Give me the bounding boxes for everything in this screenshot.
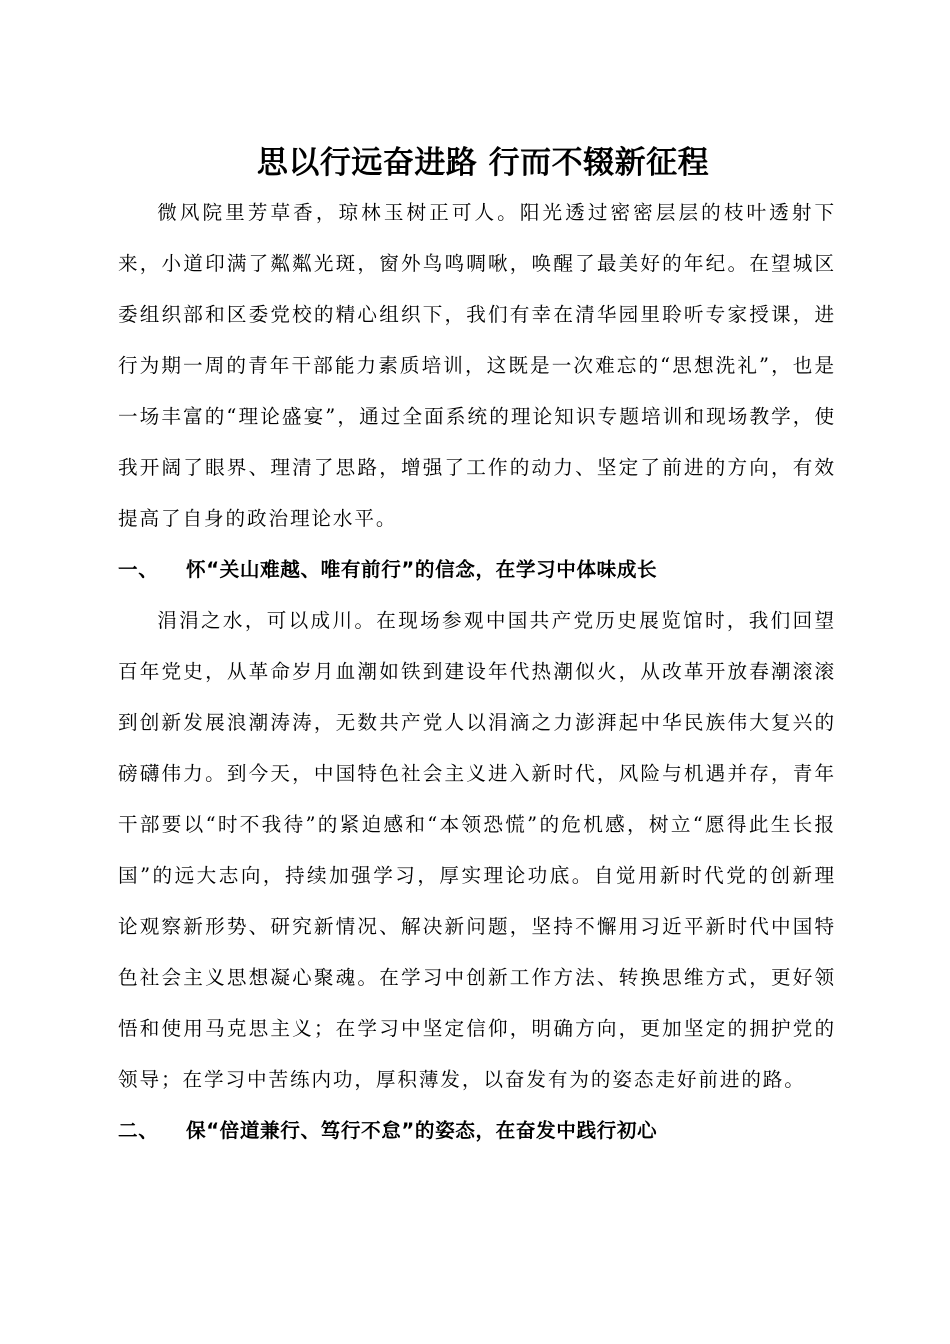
- section-1-heading: [118, 544, 836, 595]
- section-2-heading-text: 保“倍道兼行、笃行不怠”的姿态，在奋发中践行初心: [186, 1119, 658, 1142]
- section-1-paragraph: 涓涓之水，可以成川。在现场参观中国共产党历史展览馆时，我们回望百年党史，从革命岁月血潮如铁到建设年代热潮似火，从改革开放春潮滚滚到创新发展浪潮涛涛，无数共产党人以涓滴之力澎湃起中华民族伟大复兴的磅礴伟力。到今天，中国特色社会主义进入新时代，风险与机遇并存，青年干部要以“时不我待”的紧迫感和“本领恐慌”的危机感，树立“愿得此生长报国”的远大志向，持续加强学习，厚实理论功底。自觉用新时代党的创新理论观察新形势、研究新情况、解决新问题，坚持不懈用习近平新时代中国特色社会主义思想凝心聚魂。在学习中创新工作方法、转换思维方式，更好领悟和使用马克思主义；在学习中坚定信仰，明确方向，更加坚定的拥护党的领导；在学习中苦练内功，厚积薄发，以奋发有为的姿态走好前进的路。: [118, 609, 836, 1091]
- section-1-heading-text: 怀“关山难越、唯有前行”的信念，在学习中体味成长: [186, 558, 658, 581]
- section-2-number: 二、: [118, 1119, 159, 1142]
- section-1-number: 一、: [118, 558, 159, 581]
- document-title: 思以行远奋进路 行而不辍新征程: [256, 145, 710, 181]
- document-page: [118, 140, 836, 1156]
- section-2-heading: [118, 1105, 836, 1156]
- intro-paragraph: 微风院里芳草香，琼林玉树正可人。阳光透过密密层层的枝叶透射下来，小道印满了粼粼光斑，窗外鸟鸣啁啾，唤醒了最美好的年纪。在望城区委组织部和区委党校的精心组织下，我们有幸在清华园里聆听专家授课，进行为期一周的青年干部能力素质培训，这既是一次难忘的“思想洗礼”，也是一场丰富的“理论盛宴”，通过全面系统的理论知识专题培训和现场教学，使我开阔了眼界、理清了思路，增强了工作的动力、坚定了前进的方向，有效提高了自身的政治理论水平。: [118, 201, 836, 530]
